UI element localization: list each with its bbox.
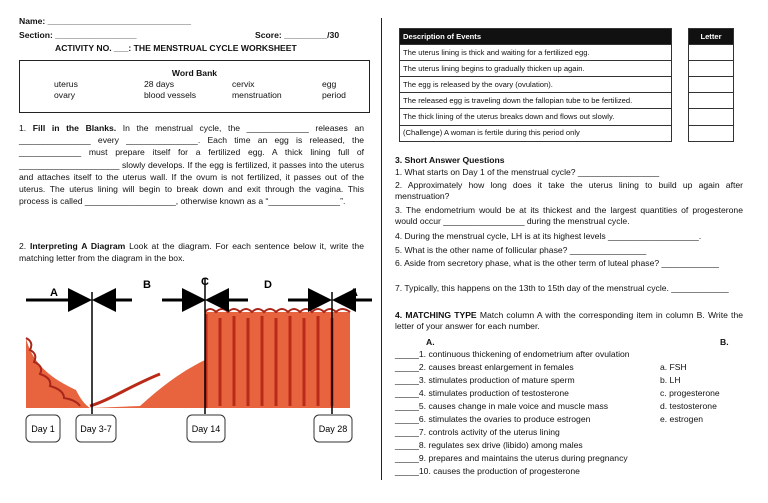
word-bank-word: blood vessels bbox=[144, 90, 197, 101]
choice-item: d. testosterone bbox=[660, 401, 717, 411]
day-label: Day 28 bbox=[318, 424, 348, 434]
short-answer-question[interactable]: 2. Approximately how long does it take the uterus lining to build up again after menstruation? bbox=[395, 180, 743, 202]
day-label: Day 1 bbox=[31, 424, 55, 434]
short-answer-question[interactable]: 1. What starts on Day 1 of the menstrual cycle? _________________ bbox=[395, 167, 660, 177]
letter-answer-box[interactable] bbox=[689, 93, 734, 109]
day-label: Day 14 bbox=[191, 424, 221, 434]
part4-heading: MATCHING TYPE bbox=[405, 310, 477, 320]
letter-answer-box[interactable] bbox=[689, 125, 734, 141]
worksheet-title: ACTIVITY NO. ___: THE MENSTRUAL CYCLE WORKSHEET bbox=[55, 43, 297, 53]
name-field[interactable]: Name: ______________________________ bbox=[19, 16, 192, 26]
word-bank-word: egg bbox=[322, 79, 337, 90]
section-field[interactable]: Section: _________________ bbox=[19, 30, 137, 40]
part2-heading: Interpreting A Diagram bbox=[29, 241, 126, 251]
matching-item[interactable]: _____4. stimulates production of testosterone bbox=[395, 388, 569, 398]
word-bank-word: ovary bbox=[54, 90, 76, 101]
part2-number: 2. bbox=[19, 241, 27, 251]
event-row: The uterus lining is thick and waiting for a fertilized egg. bbox=[400, 45, 672, 61]
phase-label-b: B bbox=[143, 279, 151, 291]
day-label: Day 3-7 bbox=[80, 424, 112, 434]
short-answer-question[interactable]: 3. The endometrium would be at its thickest and the largest quantities of progesterone would occur _________________ during the menstrual cycle. bbox=[395, 205, 743, 227]
diagram-instructions bbox=[19, 240, 364, 264]
letter-answer-box[interactable] bbox=[689, 109, 734, 125]
word-bank-word: 28 days bbox=[144, 79, 175, 90]
events-table-header: Description of Events bbox=[400, 29, 672, 45]
events-table bbox=[399, 28, 672, 142]
choice-item: e. estrogen bbox=[660, 414, 703, 424]
event-row: The uterus lining begins to gradually thicken up again. bbox=[400, 61, 672, 77]
lining-top-edge bbox=[205, 309, 350, 312]
letter-answer-table bbox=[688, 28, 734, 142]
letter-header: Letter bbox=[689, 29, 734, 45]
word-bank-title: Word Bank bbox=[171, 68, 218, 78]
phase-label-c: C bbox=[201, 276, 209, 288]
part2-text: Look at the diagram. For each sentence below it, write the matching letter from the diagram in the box. bbox=[19, 241, 364, 264]
part1-heading: Fill in the Blanks. bbox=[32, 123, 117, 133]
matching-item[interactable]: _____7. controls activity of the uterus lining bbox=[395, 427, 560, 437]
column-b-label: B. bbox=[720, 337, 729, 347]
letter-answer-box[interactable] bbox=[689, 45, 734, 61]
menstrual-cycle-diagram bbox=[20, 268, 376, 448]
fill-in-the-blanks-section bbox=[19, 122, 364, 207]
score-field[interactable]: Score: _________/30 bbox=[255, 30, 340, 40]
word-bank-word: period bbox=[322, 90, 346, 101]
matching-item[interactable]: _____2. causes breast enlargement in females bbox=[395, 362, 574, 372]
short-answer-question[interactable]: 6. Aside from secretory phase, what is the other term of luteal phase? ____________ bbox=[395, 258, 719, 268]
column-divider bbox=[381, 18, 382, 480]
phase-label-a2: A bbox=[350, 287, 358, 299]
event-row: (Challenge) A woman is fertile during this period only bbox=[400, 125, 672, 141]
event-row: The released egg is traveling down the fallopian tube to be fertilized. bbox=[400, 93, 672, 109]
short-answer-question[interactable]: 5. What is the other name of follicular phase? ________________ bbox=[395, 245, 647, 255]
phase-label-a: A bbox=[50, 287, 58, 299]
choice-item: a. FSH bbox=[660, 362, 687, 372]
choice-item: c. progesterone bbox=[660, 388, 720, 398]
word-bank-word: menstruation bbox=[232, 90, 282, 101]
short-answer-heading: 3. Short Answer Questions bbox=[395, 155, 505, 165]
uterine-lining bbox=[26, 312, 350, 408]
matching-item[interactable]: _____9. prepares and maintains the uterus during pregnancy bbox=[395, 453, 628, 463]
part1-text[interactable]: In the menstrual cycle, the _____________ releases an _______________ every _______________. Each time an egg is released, the _____________ must prepare itself for a fertilized egg. A thick lining full of _____________________ slowly develops. If the egg is fertilized, it passes into the uterus and attaches itself to the uterus wall. If the ovum is not fertilized, it passes out of the uterus. The uterus lining will begin to break down and exit through the vagina. This process is called ___________________, otherwise known as a “_______________”. bbox=[19, 123, 365, 207]
short-answer-question[interactable]: 7. Typically, this happens on the 13th to 15th day of the menstrual cycle. ____________ bbox=[395, 283, 729, 293]
word-bank-word: cervix bbox=[232, 79, 255, 90]
event-row: The egg is released by the ovary (ovulation). bbox=[400, 77, 672, 93]
choice-item: b. LH bbox=[660, 375, 681, 385]
matching-item[interactable]: _____8. regulates sex drive (libido) among males bbox=[395, 440, 583, 450]
letter-answer-box[interactable] bbox=[689, 61, 734, 77]
short-answer-question[interactable]: 4. During the menstrual cycle, LH is at its highest levels ___________________. bbox=[395, 231, 702, 241]
matching-instructions bbox=[395, 310, 743, 332]
event-row: The thick lining of the uterus breaks down and flows out slowly. bbox=[400, 109, 672, 125]
matching-item[interactable]: _____10. causes the production of progesterone bbox=[395, 466, 580, 476]
word-bank-word: uterus bbox=[54, 79, 78, 90]
matching-item[interactable]: _____1. continuous thickening of endometrium after ovulation bbox=[395, 349, 630, 359]
matching-item[interactable]: _____6. stimulates the ovaries to produce estrogen bbox=[395, 414, 591, 424]
word-bank bbox=[19, 60, 370, 113]
letter-answer-box[interactable] bbox=[689, 77, 734, 93]
column-a-label: A. bbox=[426, 337, 435, 347]
part4-text: Match column A with the corresponding item in column B. Write the letter of your answer for each number. bbox=[395, 310, 744, 332]
part1-number: 1. bbox=[19, 123, 27, 133]
phase-label-d: D bbox=[264, 279, 272, 291]
matching-item[interactable]: _____3. stimulates production of mature sperm bbox=[395, 375, 575, 385]
part4-number: 4. bbox=[395, 310, 403, 320]
matching-item[interactable]: _____5. causes change in male voice and muscle mass bbox=[395, 401, 609, 411]
